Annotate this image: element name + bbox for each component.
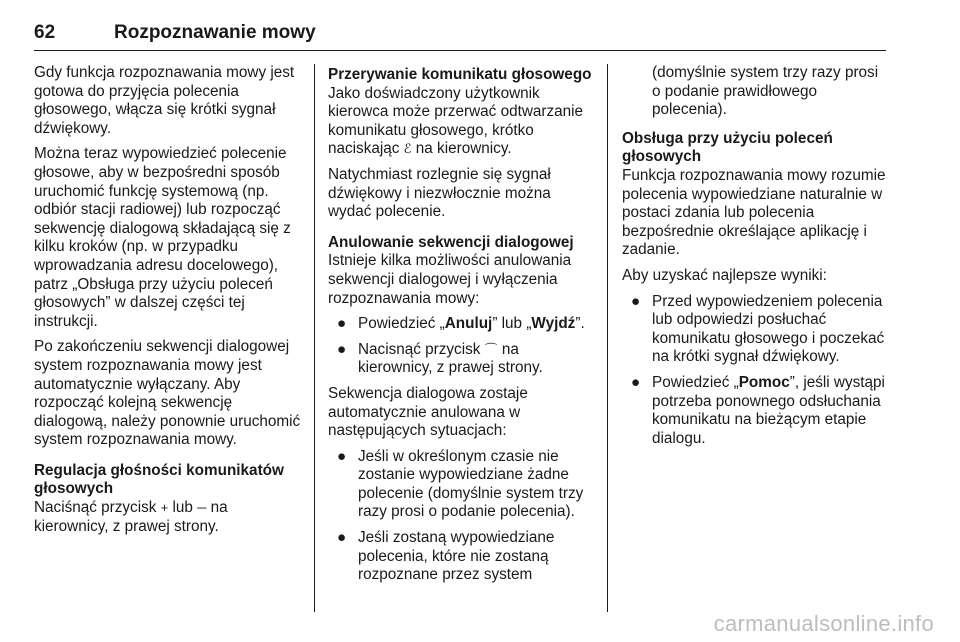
bullet-icon: ● <box>337 447 347 465</box>
page-title: Rozpoznawanie mowy <box>114 22 316 43</box>
page-number: 62 <box>34 22 56 43</box>
column-divider <box>607 64 608 612</box>
column-divider <box>314 64 315 612</box>
column-2 <box>328 64 596 592</box>
watermark: carmanualsonline.info <box>713 611 934 636</box>
volume-paragraph: Naciśnąć przycisk + lub ─ na kierownicy, z prawej strony. <box>34 499 228 535</box>
usage-paragraph: Funkcja rozpoznawania mowy rozumie polecenia wypowiedziane naturalnie w postaci zdania lub polecenia bezpośrednie określające aplikację i zadanie. <box>622 166 886 259</box>
list-item: ● Powiedzieć „Pomoc”, jeśli wystąpi potrzeba ponownego odsłuchania komunikatu na bieżącym etapie dialogu. <box>631 373 885 447</box>
bullet-icon: ● <box>337 340 347 358</box>
list-item: ● Nacisnąć przycisk ⌒ na kierownicy, z prawej strony. <box>337 340 543 377</box>
intro-paragraph: Gdy funkcja rozpoznawania mowy jest gotowa do przyjęcia polecenia głosowego, włącza się krótki sygnał dźwiękowy. <box>34 64 295 137</box>
usage-heading: Obsługa przy użyciu poleceń głosowych <box>622 129 833 166</box>
cancel-list <box>328 315 596 378</box>
end-sequence-paragraph: Po zakończeniu sekwencji dialogowej system rozpoznawania mowy jest automatycznie wyłączany. Aby rozpocząć kolejną sekwencję dialogową, należy ponownie uruchomić system rozpoznawania mowy. <box>34 338 301 449</box>
tips-intro-paragraph: Aby uzyskać najlepsze wyniki: <box>622 266 827 284</box>
auto-cancel-list <box>328 448 596 585</box>
list-item: ● Jeśli w określonym czasie nie zostanie wypowiedziane żadne polecenie (domyślnie system trzy razy prosi o podanie polecenia). <box>337 447 584 521</box>
bullet-icon: ● <box>337 529 347 547</box>
column-3 <box>622 64 888 455</box>
bullet-icon: ● <box>337 315 347 333</box>
header-rule <box>34 50 886 51</box>
list-item: ● Powiedzieć „Anuluj” lub „Wyjdź”. <box>337 315 585 333</box>
interrupt-followup-paragraph: Natychmiast rozlegnie się sygnał dźwiękowy i niezwłocznie można wydać polecenie. <box>328 165 551 221</box>
volume-heading: Regulacja głośności komunikatów głosowych <box>34 461 284 498</box>
plus-icon: + <box>160 500 169 516</box>
minus-icon: ─ <box>197 500 207 516</box>
bullet-continuation: (domyślnie system trzy razy prosi o podanie prawidłowego polecenia). <box>652 64 879 119</box>
bullet-icon: ● <box>631 292 641 310</box>
auto-cancel-paragraph: Sekwencja dialogowa zostaje automatycznie anulowana w następujących sytuacjach: <box>328 384 528 440</box>
list-item: ● Jeśli zostaną wypowiedziane polecenia, które nie zostaną rozpoznane przez system <box>337 529 555 584</box>
command-paragraph: Można teraz wypowiedzieć polecenie głosowe, aby w bezpośredni sposób uruchomić funkcję systemową (np. odbiór stacji radiowej) lub rozpocząć sekwencję dialogową składającą się z kilku kroków (np. w przypadku wprowadzania adresu docelowego), patrz „Obsługa przy użyciu poleceń głosowych” w dalszej części tej instrukcji. <box>34 145 291 330</box>
hang-up-icon: ⌒ <box>484 341 498 357</box>
cancel-heading: Anulowanie sekwencji dialogowej <box>328 233 574 251</box>
voice-control-icon: ℰ <box>403 141 412 157</box>
interrupt-paragraph: Jako doświadczony użytkownik kierowca może przerwać odtwarzanie komunikatu głosowego, krótko naciskając ℰ na kierownicy. <box>328 84 584 158</box>
tips-list <box>622 293 888 449</box>
column-1 <box>34 64 302 543</box>
cancel-paragraph: Istnieje kilka możliwości anulowania sekwencji dialogowej i wyłączenia rozpoznawania mowy: <box>328 252 572 307</box>
page-header <box>34 22 886 52</box>
bullet-icon: ● <box>631 373 641 391</box>
interrupt-heading: Przerywanie komunikatu głosowego <box>328 66 592 83</box>
list-item: ● Przed wypowiedzeniem polecenia lub odpowiedzi posłuchać komunikatu głosowego i poczekać na krótki sygnał dźwiękowy. <box>631 292 885 366</box>
